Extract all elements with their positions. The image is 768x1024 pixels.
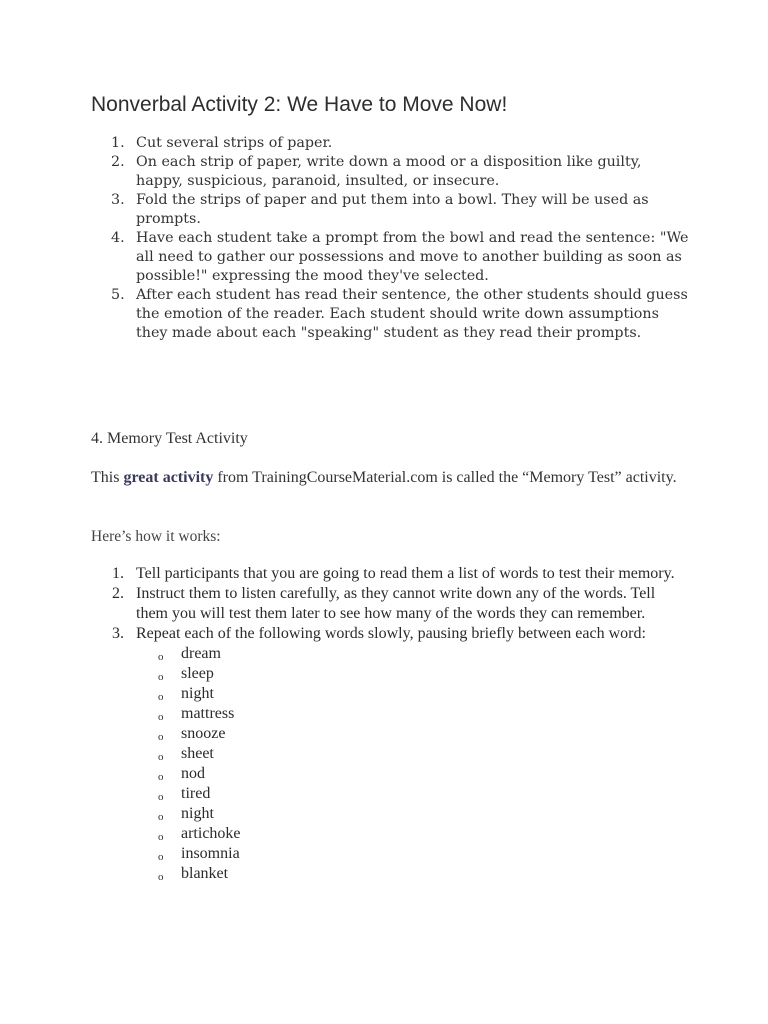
word-item [136,784,691,804]
word-item [136,644,691,664]
word-text: night [181,685,214,702]
list-number: 3. [111,192,125,208]
word-text: tired [181,785,211,802]
word-item [136,824,691,844]
list-number: 4. [111,230,125,246]
list-item-text: Have each student take a prompt from the bowl and read the sentence: "We all need to gather our possessions and move to another building as soon as possible!" expressing the mood they've selected. [136,230,689,284]
word-item [136,864,691,884]
list-number: 1. [112,565,124,582]
list-item [91,584,691,624]
bullet-icon: o [158,671,164,683]
list-number: 2. [112,585,124,602]
list-item-text: Fold the strips of paper and put them into a bowl. They will be used as prompts. [136,192,649,227]
word-text: nod [181,765,205,782]
word-text: artichoke [181,825,241,842]
list-item [91,153,691,191]
bullet-icon: o [158,651,164,663]
list-item [91,564,691,584]
list-item [91,191,691,229]
word-item [136,744,691,764]
intro-text-after: from TrainingCourseMaterial.com is called the “Memory Test” activity. [213,469,677,486]
bullet-icon: o [158,851,164,863]
word-item [136,684,691,704]
list-item [91,134,691,153]
list-item-text: On each strip of paper, write down a mood or a disposition like guilty, happy, suspicious, paranoid, insulted, or insecure. [136,154,642,189]
word-text: dream [181,645,221,662]
list-item-text: Tell participants that you are going to read them a list of words to test their memory. [136,565,675,582]
section-heading: 4. Memory Test Activity [91,430,248,447]
activity-steps-list [91,134,691,343]
word-text: insomnia [181,845,240,862]
list-number: 2. [111,154,125,170]
word-text: mattress [181,705,235,722]
word-text: blanket [181,865,229,882]
bullet-icon: o [158,811,164,823]
word-text: night [181,805,214,822]
list-item-text: After each student has read their sentence, the other students should guess the emotion of the reader. Each student should write down assumptions they made about each "speaking" student as they read their prompts. [136,287,688,341]
word-item [136,844,691,864]
word-item [136,704,691,724]
bullet-icon: o [158,691,164,703]
great-activity-link[interactable]: great activity [123,469,214,486]
bullet-icon: o [158,831,164,843]
bullet-icon: o [158,731,164,743]
list-item [91,229,691,286]
list-item [91,286,691,343]
memory-test-steps-list [91,564,691,884]
word-text: sleep [181,665,214,682]
bullet-icon: o [158,771,164,783]
list-item [91,624,691,884]
word-item [136,764,691,784]
list-number: 1. [111,135,125,151]
word-item [136,664,691,684]
how-it-works-text: Here’s how it works: [91,528,221,545]
list-item-text: Cut several strips of paper. [136,135,333,151]
word-list [136,644,691,884]
list-number: 5. [111,287,125,303]
list-item-text: Repeat each of the following words slowly, pausing briefly between each word: [136,625,646,642]
bullet-icon: o [158,751,164,763]
word-text: sheet [181,745,214,762]
word-item [136,724,691,744]
word-text: snooze [181,725,226,742]
bullet-icon: o [158,711,164,723]
list-number: 3. [112,625,124,642]
bullet-icon: o [158,871,164,883]
word-item [136,804,691,824]
activity-title: Nonverbal Activity 2: We Have to Move Now! [91,93,508,116]
intro-paragraph [91,468,691,488]
bullet-icon: o [158,791,164,803]
list-item-text: Instruct them to listen carefully, as they cannot write down any of the words. Tell them you will test them later to see how many of the words they can remember. [136,585,656,622]
intro-text-before: This [91,469,124,486]
